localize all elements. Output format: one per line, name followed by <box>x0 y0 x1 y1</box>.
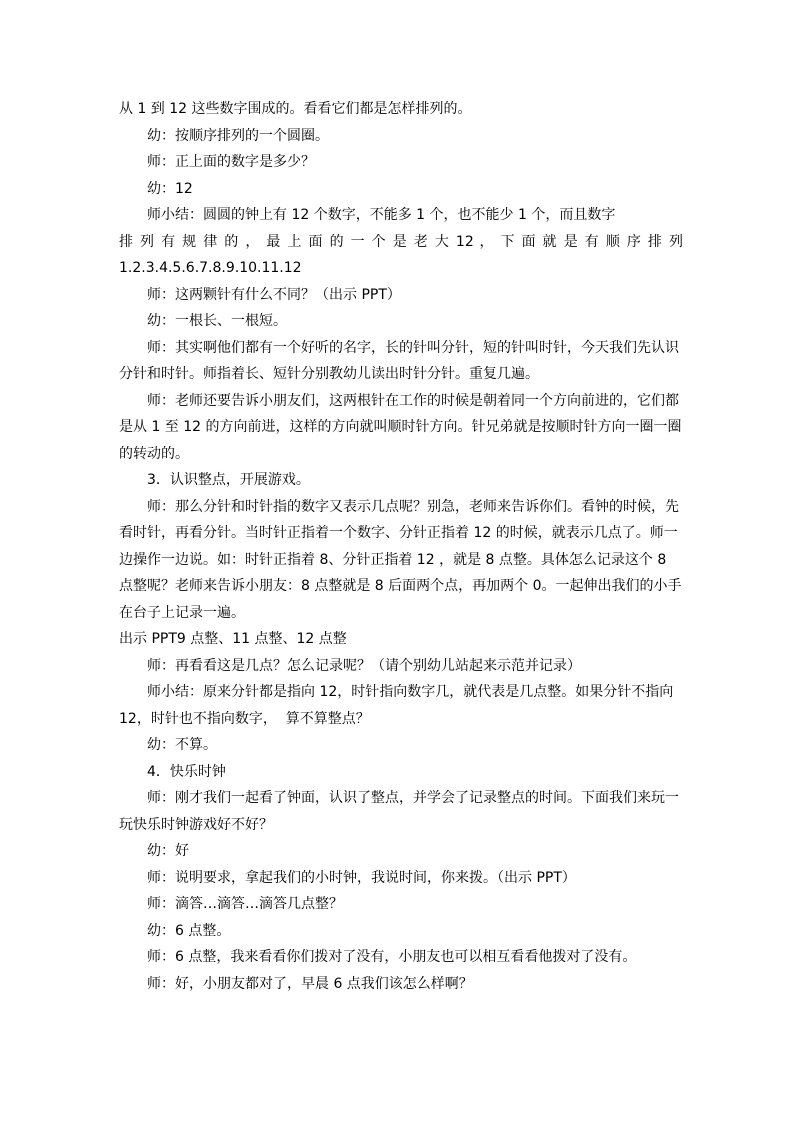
section-heading-3: 3．认识整点，开展游戏。 <box>147 472 310 488</box>
paragraph-4: 幼：12 <box>147 180 193 197</box>
paragraph-17: 幼：不算。 <box>147 737 217 753</box>
paragraph-6: 排 列 有 规 律 的 ， 最 上 面 的 一 个 是 老 大 12 ， 下 面 就 是 有 顺 序 排 列 <box>119 233 683 250</box>
paragraph-2: 幼：按顺序排列的一个圆圈。 <box>147 127 329 144</box>
document-body <box>119 96 683 997</box>
paragraph-7: 1.2.3.4.5.6.7.8.9.10.11.12 <box>119 260 302 276</box>
paragraph-19: 师：刚才我们一起看了钟面，认识了整点，并学会了记录整点的时间。下面我们来玩一玩快乐时钟游戏好不好？ <box>119 790 679 833</box>
paragraph-3: 师：正上面的数字是多少？ <box>147 154 315 170</box>
paragraph-9: 幼：一根长、一根短。 <box>147 313 287 329</box>
paragraph-15: 师：再看看这是几点？怎么记录呢？（请个别幼儿站起来示范并记录） <box>147 657 581 674</box>
paragraph-8: 师：这两颗针有什么不同？（出示 PPT） <box>147 286 401 303</box>
paragraph-5: 师小结：圆圆的钟上有 12 个数字，不能多 1 个，也不能少 1 个，而且数字 <box>147 207 616 223</box>
paragraph-16: 师小结：原来分针都是指向 12，时针指向数字几，就代表是几点整。如果分针不指向 12，时针也不指向数字， 算不算整点？ <box>119 684 678 727</box>
paragraph-10: 师：其实啊他们都有一个好听的名字，长的针叫分针，短的针叫时针，今天我们先认识分针和时针。师指着长、短针分别教幼儿读出时针分针。重复几遍。 <box>119 339 679 382</box>
paragraph-11: 师：老师还要告诉小朋友们，这两根针在工作的时候是朝着同一个方向前进的，它们都是从 1 至 12 的方向前进，这样的方向就叫顺时针方向。针兄弟就是按顺时针方向一圈一圈的转动的。 <box>119 392 682 462</box>
paragraph-23: 幼：6 点整。 <box>147 922 231 939</box>
paragraph-13: 师：那么分针和时针指的数字又表示几点呢？别急，老师来告诉你们。看钟的时候，先看时针，再看分针。当时针正指着一个数字、分针正指着 12 的时候，就表示几点了。师一边操作一边说。如：时针正指着 8、分针正指着 12 ，就是 8 点整。具体怎么记录这个 8 点整呢？老师来告诉小朋友：8 点整就是 8 后面两个点，再加两个 0。一起伸出我们的小手在台子上记录一遍。 <box>119 498 682 621</box>
paragraph-20: 幼：好 <box>147 843 189 859</box>
paragraph-21: 师：说明要求，拿起我们的小时钟，我说时间，你来拨。（出示 PPT） <box>147 869 576 886</box>
paragraph-24: 师：6 点整，我来看看你们拨对了没有，小朋友也可以相互看看他拨对了没有。 <box>147 949 637 965</box>
paragraph-1: 从 1 到 12 这些数字围成的。看看它们都是怎样排列的。 <box>119 101 472 117</box>
paragraph-25: 师：好，小朋友都对了，早晨 6 点我们该怎么样啊？ <box>147 975 473 992</box>
paragraph-22: 师：滴答…滴答…滴答几点整？ <box>147 896 343 912</box>
paragraph-14: 出示 PPT9 点整、11 点整、12 点整 <box>119 631 347 647</box>
section-heading-4: 4．快乐时钟 <box>147 763 226 780</box>
